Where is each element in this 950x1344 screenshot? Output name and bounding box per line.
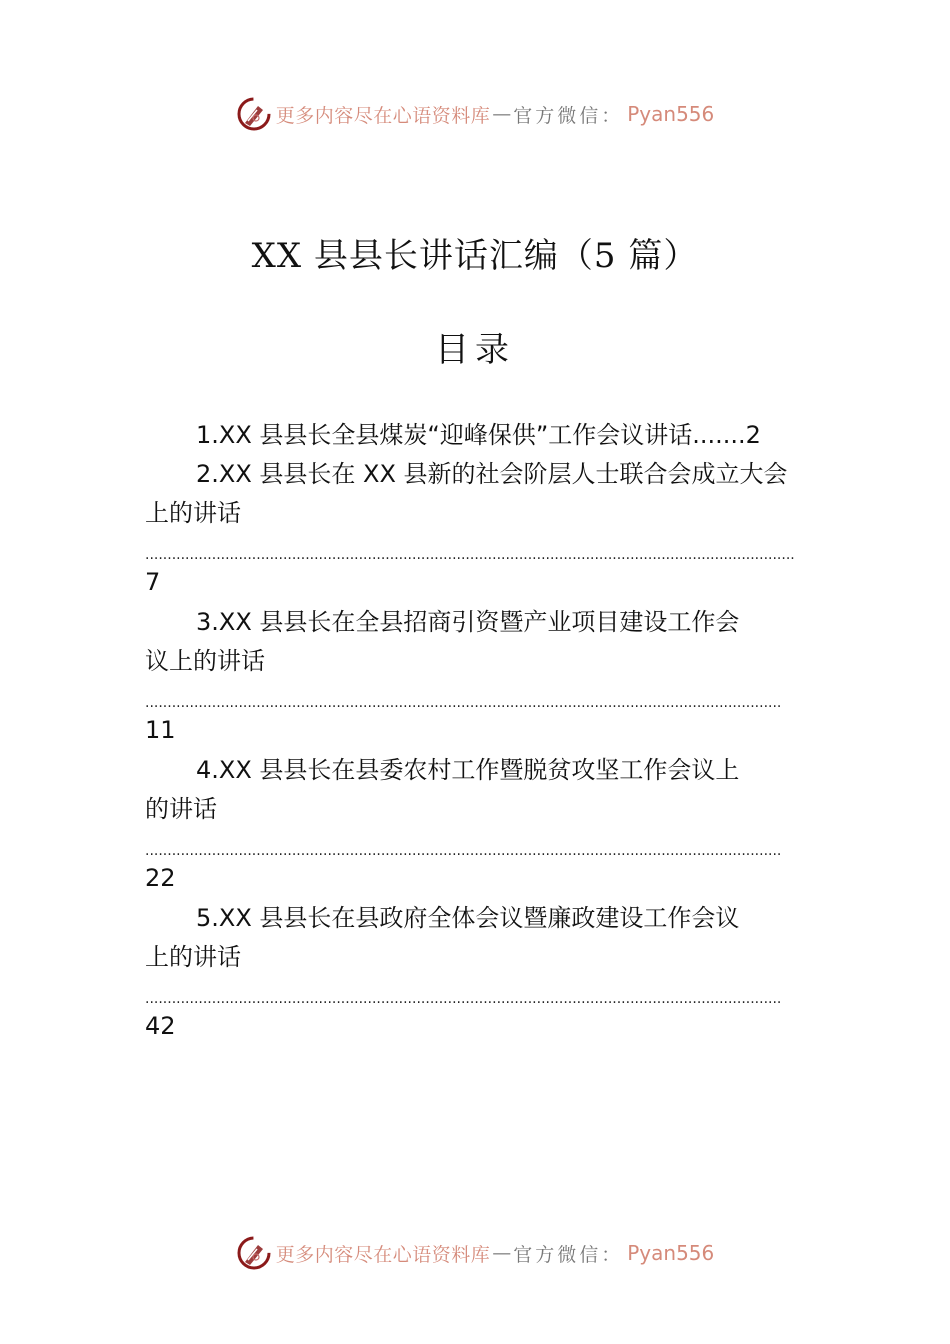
toc-leader-dots: .................................................................................................................................................. <box>145 547 795 563</box>
toc-entry-5[interactable] <box>145 899 810 1047</box>
toc-entry-title-cont[interactable]: 的讲话 <box>145 795 217 823</box>
watermark-wechat-id: Pyan556 <box>627 1241 715 1265</box>
header-watermark <box>0 94 950 134</box>
watermark-wechat-id: Pyan556 <box>627 102 715 126</box>
toc-entry-1[interactable] <box>145 416 810 455</box>
toc-page-number[interactable]: 7 <box>145 568 161 596</box>
table-of-contents <box>145 416 810 1047</box>
pen-nib-logo-icon <box>236 1235 272 1271</box>
toc-entry-title[interactable]: 1.XX 县县长全县煤炭“迎峰保供”工作会议讲话.......2 <box>196 421 761 449</box>
watermark-library-text: 更多内容尽在心语资料库 <box>275 1243 491 1266</box>
toc-entry-title-cont[interactable]: 上的讲话 <box>145 499 241 527</box>
toc-leader-dots: ............................................................................................................................................... <box>145 695 782 711</box>
toc-entry-title[interactable]: 4.XX 县县长在县委农村工作暨脱贫攻坚工作会议上 <box>196 756 740 784</box>
watermark-wechat-label: 官方微信： <box>513 104 624 127</box>
toc-leader-dots: ............................................................................................................................................... <box>145 991 782 1007</box>
toc-entry-title-cont[interactable]: 上的讲话 <box>145 943 241 971</box>
toc-page-number[interactable]: 11 <box>145 716 176 744</box>
toc-entry-title[interactable]: 5.XX 县县长在县政府全体会议暨廉政建设工作会议 <box>196 904 740 932</box>
toc-entry-title[interactable]: 3.XX 县县长在全县招商引资暨产业项目建设工作会 <box>196 608 740 636</box>
pen-nib-logo-icon <box>236 96 272 132</box>
watermark-dash: — <box>492 103 512 125</box>
watermark-dash: — <box>492 1242 512 1264</box>
watermark-library-text: 更多内容尽在心语资料库 <box>275 104 491 127</box>
toc-entry-title-cont[interactable]: 议上的讲话 <box>145 647 265 675</box>
toc-leader-dots: ............................................................................................................................................... <box>145 843 782 859</box>
footer-watermark <box>0 1233 950 1273</box>
toc-entry-3[interactable] <box>145 603 810 751</box>
toc-page-number[interactable]: 22 <box>145 864 176 892</box>
toc-heading: 目录 <box>435 330 515 370</box>
document-title: XX 县县长讲话汇编（5 篇） <box>251 236 699 276</box>
toc-entry-title[interactable]: 2.XX 县县长在 XX 县新的社会阶层人士联合会成立大会 <box>196 460 788 488</box>
toc-entry-2[interactable] <box>145 455 810 603</box>
toc-entry-4[interactable] <box>145 751 810 899</box>
watermark-wechat-label: 官方微信： <box>513 1243 624 1266</box>
toc-page-number[interactable]: 42 <box>145 1012 176 1040</box>
